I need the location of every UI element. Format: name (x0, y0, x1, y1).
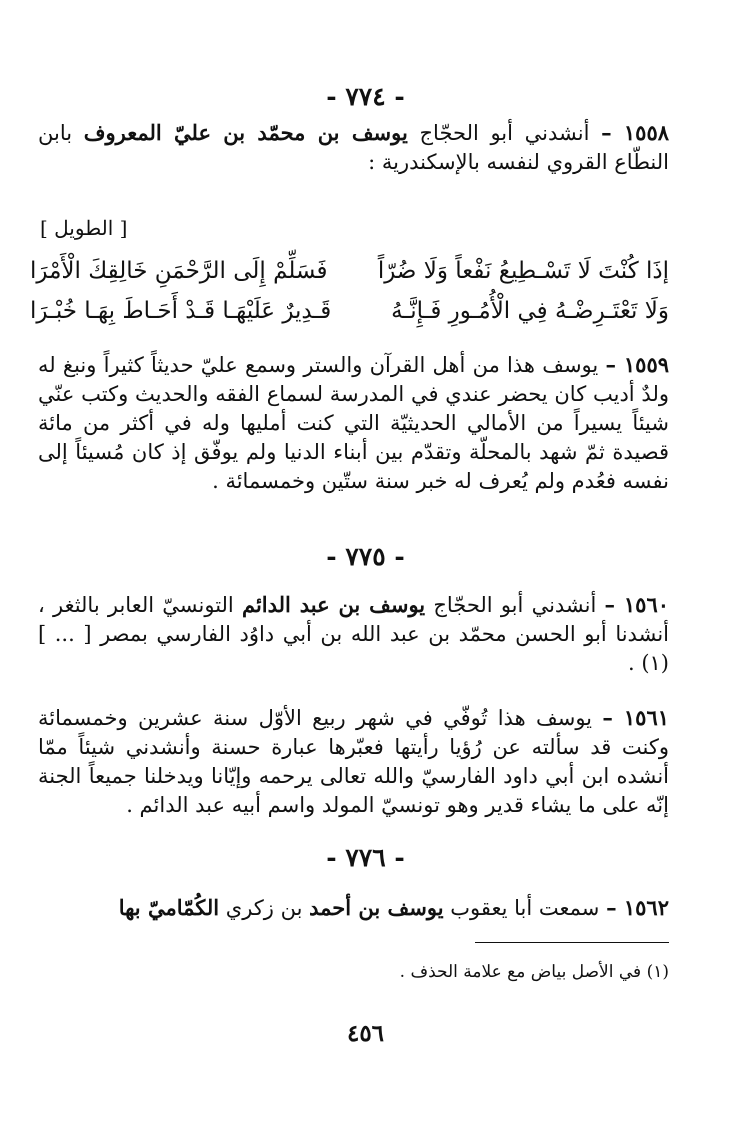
page-number: ٤٥٦ (346, 1020, 385, 1047)
entry-1560 (38, 590, 669, 678)
entry-1562 (38, 893, 669, 923)
entry-text: بن زكري (219, 896, 310, 920)
entry-text: يوسف هذا تُوفّي في شهر ربيع الأوّل سنة عشرين وخمسمائة وكنت قد سألته عن رُؤيا رأيتها فعبّرها عبارة حسنة وأنشدني شيئاً ممّا أنشده ابن أبي داود الفارسيّ والله تعالى يرحمه وإيّانا ويدخلنا جميعاً الجنة إنّه على ما يشاء قدير وهو تونسيّ المولد واسم أبيه عبد الدائم . (38, 706, 669, 817)
poetic-meter-label: [ الطويل ] (40, 216, 128, 240)
person-name: يوسف بن أحمد (309, 895, 444, 920)
entry-number: ١٥٦٢ – (606, 895, 669, 920)
verse-line (30, 298, 669, 330)
entry-1558 (38, 118, 669, 177)
section-heading-774: - ٧٧٤ - (326, 82, 405, 111)
entry-number: ١٥٦١ – (602, 705, 670, 730)
entry-text: سمعت أبا يعقوب (443, 896, 607, 920)
entry-1561 (38, 703, 669, 820)
entry-text: أنشدني أبو الحجّاج (407, 121, 602, 145)
verse-first-hemistich: إذَا كُنْتَ لَا تَسْـطِيعُ نَفْعاً وَلَا ضُرّاً (377, 258, 669, 284)
entry-text: يوسف هذا من أهل القرآن والستر وسمع عليّ حديثاً كثيراً ونبغ له ولدٌ أديب كان يحضر عندي في المدرسة لسماع الفقه والحديث وكتب عنّي شيئاً يسيراً من الأمالي الحديثيّة التي كنت أمليها وله في أكثر من مائة قصيدة ثمّ شهد بالمحلّة وتقدّم بين أبناء الدنيا ولم يوفّق إذ كان مُسيئاً إلى نفسه فعُدم ولم يُعرف له خبر سنة ستّين وخمسمائة . (38, 353, 669, 493)
entry-number: ١٥٥٨ – (601, 120, 670, 145)
entry-1559 (38, 350, 669, 496)
entry-text: التونسيّ العابر بالثغر ، أنشدنا أبو الحسن محمّد بن عبد الله بن أبي داوُد الفارسي بمصر [ ... ](١) . (38, 593, 669, 675)
verse-second-hemistich: قَـدِيرٌ عَلَيْهَـا قَـدْ أَحَـاطَ بِهَـا خُبْـرَا (30, 298, 332, 324)
entry-text: بابن النطّاع القروي لنفسه بالإسكندرية : (38, 121, 669, 174)
entry-number: ١٥٦٠ – (604, 592, 670, 617)
person-name: يوسف بن عبد الدائم (241, 592, 426, 617)
entry-text: أنشدني أبو الحجّاج (425, 593, 605, 617)
section-heading-776: - ٧٧٦ - (326, 843, 405, 872)
entry-number: ١٥٥٩ – (605, 352, 670, 377)
footnote-divider (475, 942, 669, 943)
verse-line (30, 258, 669, 290)
section-heading-775: - ٧٧٥ - (326, 542, 405, 571)
person-name: الكُمّاميّ بها (118, 895, 220, 920)
verse-first-hemistich: وَلَا تَعْتَـرِضْـهُ فِي الْأُمُـورِ فَـإِنَّـهُ (391, 298, 669, 324)
footnote: (١) في الأصل بياض مع علامة الحذف . (399, 962, 669, 982)
verse-second-hemistich: فَسَلِّمْ إِلَى الرَّحْمَنِ خَالِقِكَ الْأَمْرَا (30, 258, 328, 284)
person-name: يوسف بن محمّد بن عليّ المعروف (83, 120, 408, 145)
